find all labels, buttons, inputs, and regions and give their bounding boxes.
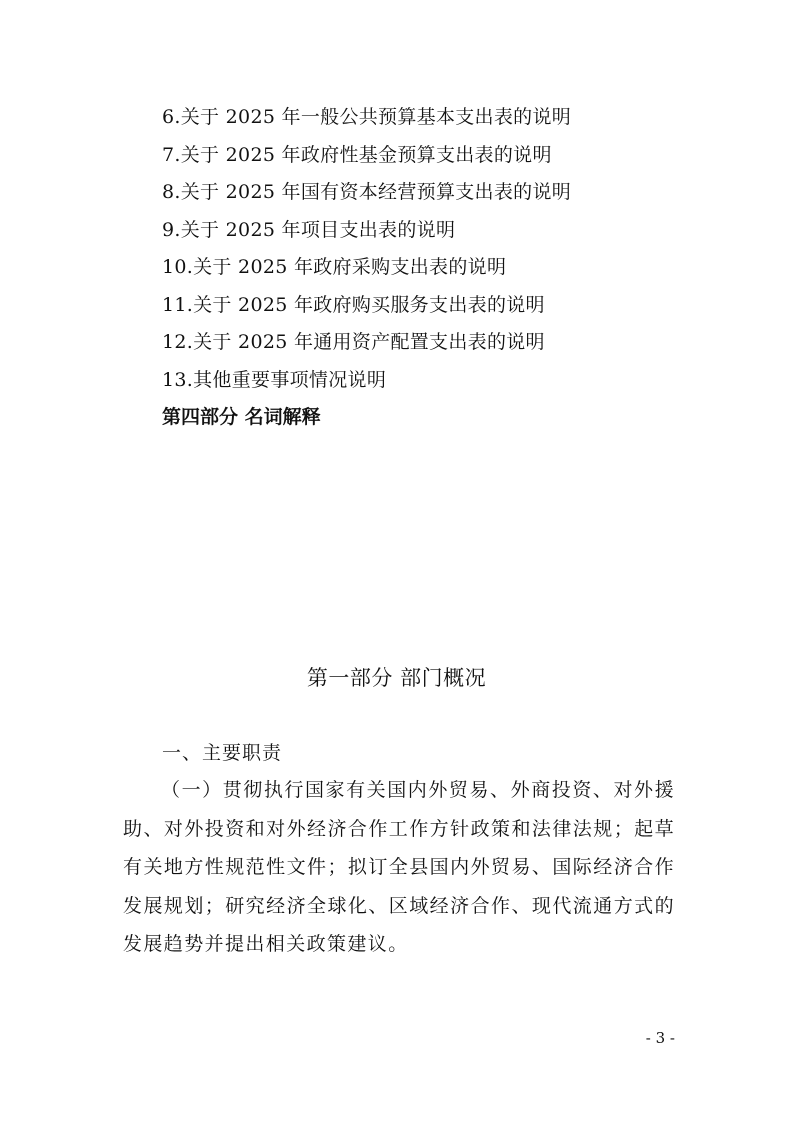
section-subheading: 一、主要职责 — [162, 742, 283, 764]
section-title: 第一部分 部门概况 — [306, 666, 487, 690]
table-of-contents — [162, 99, 702, 437]
toc-item-9: 9.关于 2025 年项目支出表的说明 — [162, 218, 456, 241]
toc-item-7: 7.关于 2025 年政府性基金预算支出表的说明 — [162, 143, 552, 166]
toc-item-6: 6.关于 2025 年一般公共预算基本支出表的说明 — [162, 106, 572, 128]
toc-item-10: 10.关于 2025 年政府采购支出表的说明 — [162, 256, 507, 278]
toc-item-13: 13.其他重要事项情况说明 — [162, 368, 387, 391]
toc-part4-heading: 第四部分 名词解释 — [162, 406, 321, 428]
page-number: - 3 - — [645, 1029, 675, 1047]
body-paragraph: （一）贯彻执行国家有关国内外贸易、外商投资、对外援助、对外投资和对外经济合作工作方针政策和法律法规；起草有关地方性规范性文件；拟订全县国内外贸易、国际经济合作发展规划；研究经济全球化、区域经济合作、现代流通方式的发展趋势并提出相关政策建议。 — [123, 779, 675, 955]
toc-item-11: 11.关于 2025 年政府购买服务支出表的说明 — [162, 293, 545, 316]
toc-item-8: 8.关于 2025 年国有资本经营预算支出表的说明 — [162, 181, 572, 203]
toc-item-12: 12.关于 2025 年通用资产配置支出表的说明 — [162, 331, 545, 353]
